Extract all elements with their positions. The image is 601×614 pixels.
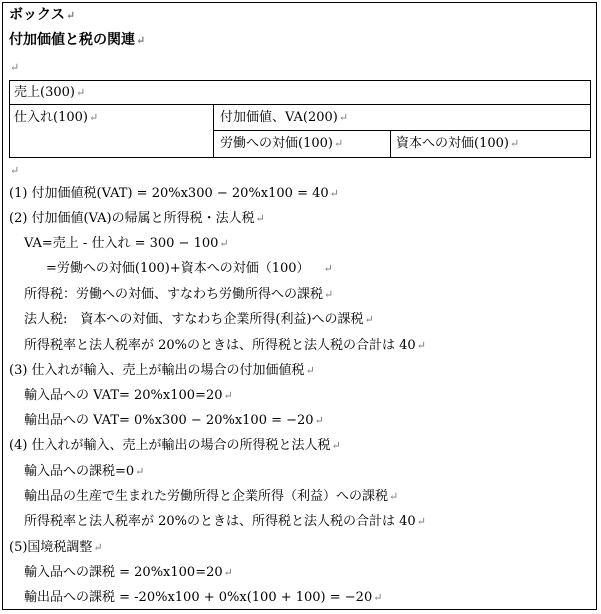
paragraph-mark-icon: ↵ <box>416 515 426 528</box>
text-line: 輸出品への VAT= 0%x300 − 20%x100 = −20↵ <box>24 413 324 428</box>
paragraph-mark-icon: ↵ <box>323 262 333 275</box>
text-line: 輸入品への課税=0↵ <box>24 464 145 479</box>
paragraph-mark-icon: ↵ <box>305 364 315 377</box>
paragraph-mark-icon: ↵ <box>75 86 86 99</box>
paragraph-mark-icon: ↵ <box>338 111 349 124</box>
paragraph-mark-icon: ↵ <box>509 137 520 150</box>
blank-line <box>9 163 19 179</box>
text-line: 輸出品への課税 = -20%x100 + 0%x(100 + 100) = −20↵ <box>24 590 383 605</box>
doc-title: ボックス↵ <box>9 7 76 23</box>
text-line: 輸入品への課税 = 20%x100=20↵ <box>24 565 233 580</box>
text-line: =労働への対価(100)+資本への対価（100） ↵ <box>46 261 333 276</box>
diagram-divider <box>213 104 214 158</box>
diagram-divider <box>9 104 591 105</box>
text-line: (2) 付加価値(VA)の帰属と所得税・法人税↵ <box>9 211 265 226</box>
text-line: 所得税：労働への対価、すなわち労働所得への課税↵ <box>24 287 334 302</box>
paragraph-mark-icon: ↵ <box>223 566 233 579</box>
text-line: 所得税率と法人税率が 20%のときは、所得税と法人税の合計は 40↵ <box>24 514 426 529</box>
sales-cell: 売上(300)↵ <box>14 85 86 100</box>
diagram-divider <box>213 130 591 131</box>
text-line: (5)国境税調整↵ <box>9 540 103 555</box>
paragraph-mark-icon: ↵ <box>329 187 339 200</box>
paragraph-mark-icon: ↵ <box>331 439 341 452</box>
paragraph-mark-icon: ↵ <box>10 164 20 177</box>
paragraph-mark-icon: ↵ <box>416 339 426 352</box>
text-line: 所得税率と法人税率が 20%のときは、所得税と法人税の合計は 40↵ <box>24 338 426 353</box>
paragraph-mark-icon: ↵ <box>88 111 99 124</box>
paragraph-mark-icon: ↵ <box>324 288 334 301</box>
paragraph-mark-icon: ↵ <box>135 465 145 478</box>
purchases-cell: 仕入れ(100)↵ <box>14 110 99 125</box>
paragraph-mark-icon: ↵ <box>389 490 399 503</box>
paragraph-mark-icon: ↵ <box>93 541 103 554</box>
paragraph-mark-icon: ↵ <box>223 389 233 402</box>
text-line: VA=売上 - 仕入れ = 300 − 100↵ <box>24 236 229 251</box>
text-line: (1) 付加価値税(VAT) = 20%x300 − 20%x100 = 40↵ <box>9 186 339 201</box>
blank-line <box>9 60 19 76</box>
paragraph-mark-icon: ↵ <box>373 591 383 604</box>
paragraph-mark-icon: ↵ <box>314 414 324 427</box>
paragraph-mark-icon: ↵ <box>10 61 20 74</box>
paragraph-mark-icon: ↵ <box>219 237 229 250</box>
text-line: 輸出品の生産で生まれた労働所得と企業所得（利益）への課税↵ <box>24 489 399 504</box>
capital-cell: 資本への対価(100)↵ <box>396 136 520 151</box>
text-line: (3) 仕入れが輸入、売上が輸出の場合の付加価値税↵ <box>9 363 315 378</box>
labor-cell: 労働への対価(100)↵ <box>220 136 344 151</box>
value-added-cell: 付加価値、VA(200)↵ <box>220 110 349 125</box>
text-line: 法人税: 資本への対価、すなわち企業所得(利益)への課税↵ <box>24 312 374 327</box>
text-line: (4) 仕入れが輸入、売上が輸出の場合の所得税と法人税↵ <box>9 438 341 453</box>
paragraph-mark-icon: ↵ <box>136 34 146 47</box>
paragraph-mark-icon: ↵ <box>255 212 265 225</box>
paragraph-mark-icon: ↵ <box>65 9 76 22</box>
paragraph-mark-icon: ↵ <box>364 313 374 326</box>
paragraph-mark-icon: ↵ <box>333 137 344 150</box>
doc-subtitle: 付加価値と税の関連↵ <box>9 32 146 48</box>
diagram-divider <box>390 130 391 158</box>
text-line: 輸入品への VAT= 20%x100=20↵ <box>24 388 233 403</box>
